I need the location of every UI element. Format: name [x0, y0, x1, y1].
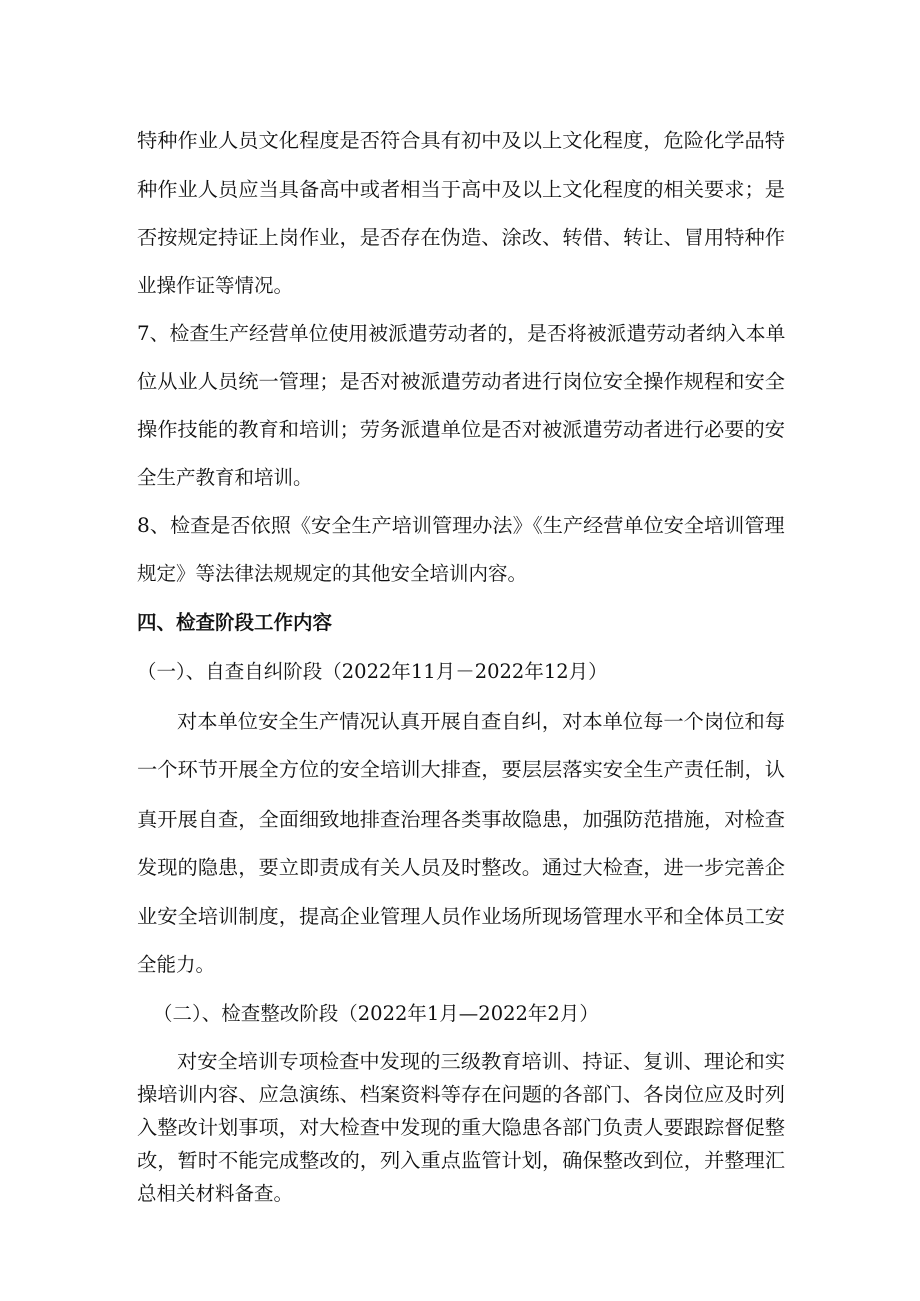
- text-line: 总相关材料备查。: [137, 1182, 294, 1205]
- text-line: 真开展自查，全面细致地排查治理各类事故隐患，加强防范措施，对检查: [137, 808, 786, 831]
- text-line: 对安全培训专项检查中发现的三级教育培训、持证、复训、理论和实: [177, 1050, 786, 1073]
- text-line: 入整改计划事项，对大检查中发现的重大隐患各部门负责人要跟踪督促整: [137, 1116, 786, 1139]
- text-line: 规定》等法律法规规定的其他安全培训内容。: [137, 562, 528, 585]
- section-heading: 四、检查阶段工作内容: [137, 611, 333, 634]
- text-line: 位从业人员统一管理；是否对被派遣劳动者进行岗位安全操作规程和安全: [137, 370, 786, 393]
- text-line: 种作业人员应当具备高中或者相当于高中及以上文化程度的相关要求；是: [137, 178, 786, 201]
- text-line: 对本单位安全生产情况认真开展自查自纠，对本单位每一个岗位和每: [177, 710, 786, 733]
- text-line: 否按规定持证上岗作业，是否存在伪造、涂改、转借、转让、冒用特种作: [137, 226, 786, 249]
- text-line: 业安全培训制度，提高企业管理人员作业场所现场管理水平和全体员工安: [137, 905, 786, 928]
- text-line: 一个环节开展全方位的安全培训大排查，要层层落实安全生产责任制，认: [137, 758, 786, 781]
- text-line: 8、检查是否依照《安全生产培训管理办法》《生产经营单位安全培训管理: [137, 514, 785, 537]
- text-line: 操作技能的教育和培训；劳务派遣单位是否对被派遣劳动者进行必要的安: [137, 418, 786, 441]
- text-line: 发现的隐患，要立即责成有关人员及时整改。通过大检查，进一步完善企: [137, 856, 786, 879]
- text-line: 特种作业人员文化程度是否符合具有初中及以上文化程度，危险化学品特: [137, 129, 786, 152]
- text-line: 改，暂时不能完成整改的，列入重点监管计划，确保整改到位，并整理汇: [137, 1149, 786, 1172]
- subsection-heading: （一）、自查自纠阶段（2022年11月－2022年12月）: [137, 660, 608, 683]
- text-line: 7、检查生产经营单位使用被派遣劳动者的，是否将被派遣劳动者纳入本单: [137, 322, 786, 345]
- text-line: 全能力。: [137, 953, 216, 976]
- text-line: 业操作证等情况。: [137, 274, 294, 297]
- text-line: 操培训内容、应急演练、档案资料等存在问题的各部门、各岗位应及时列: [137, 1083, 786, 1106]
- text-line: 全生产教育和培训。: [137, 466, 313, 489]
- subsection-heading: （二）、检查整改阶段（2022年1月—2022年2月）: [153, 1002, 599, 1025]
